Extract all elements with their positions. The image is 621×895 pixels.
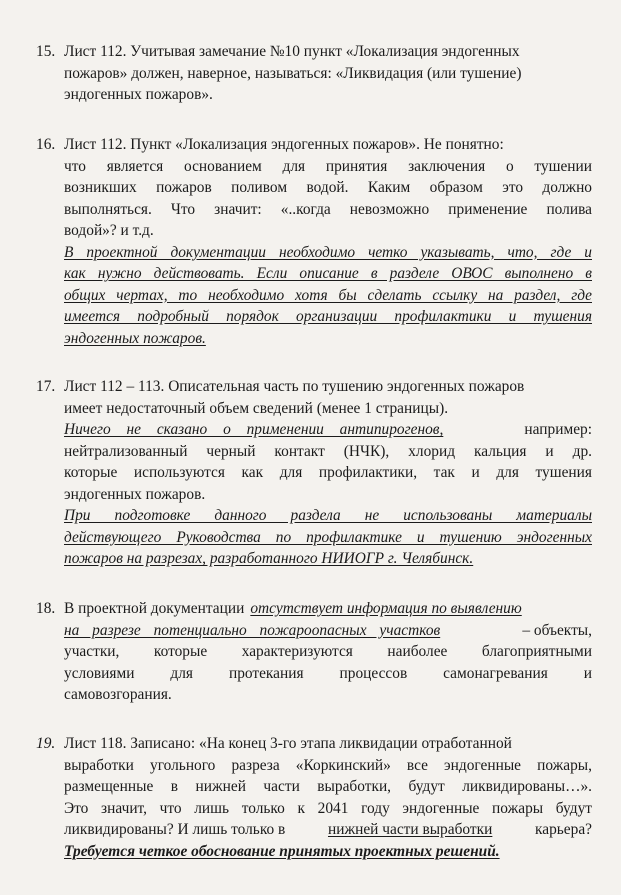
- item-16: [36, 134, 592, 349]
- item-16-note-2: как нужно действовать. Если описание в разделе ОВОС выполнено в: [64, 265, 592, 282]
- item-19-bold-note: Требуется четкое обоснование принятых проектных решений.: [64, 842, 500, 860]
- item-number: 17.: [36, 378, 56, 395]
- item-16-line-5: водой»? и т.д.: [64, 222, 154, 239]
- item-19: [36, 733, 592, 862]
- item-text: Лист 118. Записано: «На конец 3-го этапа ликвидации отработанной: [64, 735, 512, 752]
- item-17-line-4: нейтрализованный черный контакт (НЧК), хлорид кальция и др.: [64, 442, 592, 460]
- item-18-underlined-1: отсутствует информация по выявлению: [250, 600, 522, 617]
- item-16-note-4: имеется подробный порядок организации профилактики и тушения: [64, 308, 592, 325]
- item-19-line-3: размещенные в нижней части выработки, будут ликвидированы…».: [64, 778, 592, 795]
- item-text: Лист 112. Учитывая замечание №10 пункт «Локализация эндогенных: [64, 43, 520, 60]
- item-text: Лист 112 – 113. Описательная часть по тушению эндогенных пожаров: [64, 378, 525, 395]
- item-17-line-3: [64, 419, 592, 441]
- item-number: 16.: [36, 136, 56, 153]
- item-17-note-3: пожаров на разрезах, разработанного НИИОГР г. Челябинск.: [64, 550, 474, 567]
- item-17-inline-rest: например:: [524, 421, 592, 438]
- item-17-note-1: При подготовке данного раздела не использованы материалы: [64, 507, 592, 524]
- item-number: 18.: [36, 600, 56, 617]
- item-18-line-2: [64, 620, 592, 642]
- item-text: Лист 112. Пункт «Локализация эндогенных пожаров». Не понятно:: [64, 136, 504, 153]
- item-18-line-4: условиями для протекания процессов самонагревания и: [64, 664, 592, 682]
- item-18-line-5: самовозгорания.: [64, 686, 172, 703]
- item-17-note-inline: Ничего не сказано о применении антипирогенов,: [64, 421, 444, 438]
- item-19-line-4: Это значит, что лишь только к 2041 году эндогенные пожары будут: [64, 799, 592, 817]
- item-16-line-1: [36, 134, 592, 156]
- item-19-underlined: нижней части выработки: [327, 821, 493, 838]
- item-18-line-3: участки, которые характеризуются наиболее благоприятными: [64, 643, 592, 660]
- item-16-note-5: эндогенных пожаров.: [64, 329, 206, 347]
- item-15-line-1: [36, 41, 592, 63]
- item-text: В проектной документации: [64, 600, 245, 617]
- item-number: 15.: [36, 43, 56, 60]
- item-18: [36, 598, 592, 706]
- item-17-line-1: [36, 376, 592, 398]
- item-15-line-2: пожаров» должен, наверное, называться: «Ликвидация (или тушение): [64, 64, 522, 82]
- item-18-line-1: [36, 598, 592, 620]
- item-19-line-5: [64, 819, 592, 841]
- item-18-underlined-2: на разрезе потенциально пожароопасных участков: [64, 621, 441, 639]
- item-17-line-5: которые используются как для профилактики, так и для тушения: [64, 464, 592, 481]
- item-16-body: [36, 156, 592, 350]
- item-19-body: [36, 755, 592, 863]
- item-17-line-2: имеет недостаточный объем сведений (менее 1 страницы).: [64, 399, 449, 417]
- item-19-line-5-after: карьера?: [535, 821, 592, 838]
- item-17-line-6: эндогенных пожаров.: [64, 485, 206, 503]
- item-17-body: [36, 398, 592, 570]
- item-19-line-2: выработки угольного разреза «Коркинский» все эндогенные пожары,: [64, 756, 592, 774]
- item-16-note-1: В проектной документации необходимо четко указывать, что, где и: [64, 243, 592, 261]
- item-16-line-4: выполняться. Что значит: «..когда невозможно применение полива: [64, 200, 592, 218]
- item-15-line-3: эндогенных пожаров».: [64, 86, 213, 103]
- item-16-note-3: общих чертах, то необходимо хотя бы сделать ссылку на раздел, где: [64, 286, 592, 304]
- item-17: [36, 376, 592, 570]
- item-18-line-2-rest: – объекты,: [522, 621, 592, 639]
- item-17-note-2: действующего Руководства по профилактике и тушению эндогенных: [64, 528, 592, 546]
- item-19-line-1: [36, 733, 592, 755]
- item-16-line-3: возникших пожаров поливом водой. Каким образом это должно: [64, 179, 592, 196]
- item-19-line-5-before: ликвидированы? И лишь только в: [64, 821, 286, 838]
- item-15: [36, 41, 592, 106]
- item-18-body: [36, 620, 592, 706]
- item-number: 19.: [36, 735, 56, 752]
- item-16-line-2: что является основанием для принятия заключения о тушении: [64, 157, 592, 175]
